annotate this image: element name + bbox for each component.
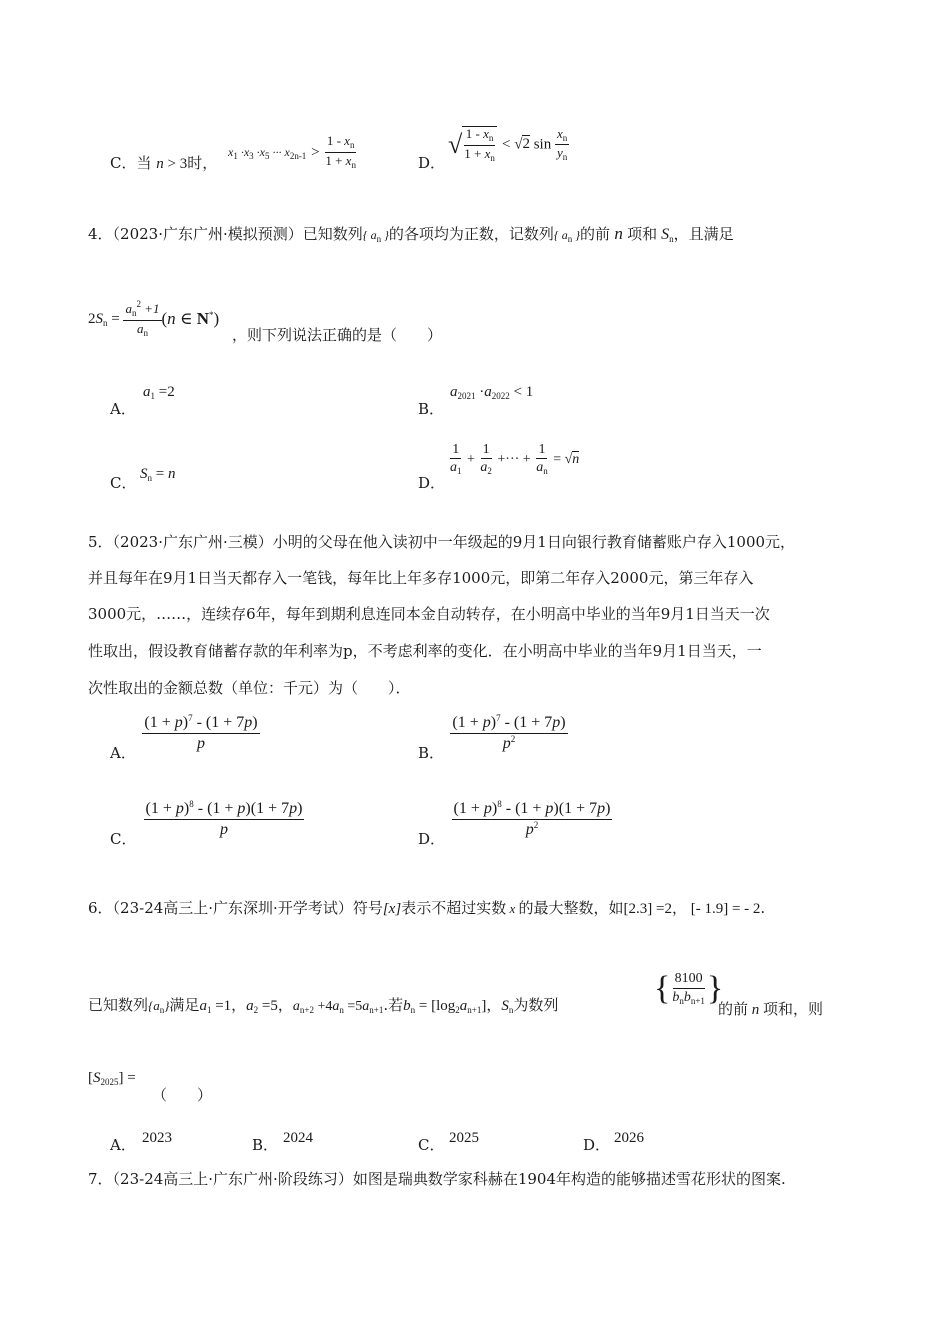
q5-source: （2023·广东广州·三模） [112, 533, 273, 551]
q3-option-c-text: 当 [136, 154, 152, 172]
q3-option-c-formula: $x_1 \cdot x_3 \cdot x_5$ ··· $x_{2n-1}$ > $\frac{1 - x_n}{1 + x_n}$ [228, 133, 356, 170]
q5-option-a: A． [110, 744, 136, 762]
q4-option-c: C． [110, 474, 137, 492]
q5-option-a-formula: $\frac{(1 + p)^7 - (1 + 7p)}{p}$ [144, 713, 258, 752]
q6-option-d: D． [583, 1136, 611, 1154]
q6-set-formula: { $\frac{8100}{b_nb_{n+1}}$ } [654, 970, 724, 1007]
q4-formula: $2S_n$ = $\frac{a_n^2 +1}{a_n}$ (n ∈ N*) [88, 299, 220, 338]
q6-option-d-value: 2026 [614, 1130, 644, 1146]
q5-option-d: D． [418, 830, 446, 848]
q4-source: （2023·广东广州·模拟预测） [112, 225, 303, 243]
q4-option-d: D． [418, 474, 446, 492]
q6-stem-line2: 已知数列$\{a_n\}$满足$a_1 =1$，$a_2 =5$，$a_{n+2} +4a_n =5a_{n+1}$.若$b_n = [\log_2a_{n+1}]$，$S_n$为数列 [88, 996, 559, 1015]
q4-option-d-formula: $\frac{1}{a_1}$ + $\frac{1}{a_2}$ +··· + $\frac{1}{a_n}$ = √n [450, 442, 580, 477]
q6-option-b: B． [252, 1136, 279, 1154]
q6-option-a-value: 2023 [142, 1130, 172, 1146]
q5-stem-line1: 5．（2023·广东广州·三模）小明的父母在他入读初中一年级起的9月1日向银行教育储蓄账户存入1000元， [88, 533, 796, 551]
q3-option-d-label: D． [418, 154, 446, 172]
q4-option-c-formula: $S_n = n$ [140, 466, 176, 483]
q3-option-c-text2: 时， [187, 154, 218, 172]
q6-source: （23-24高三上·广东深圳·开学考试） [112, 899, 353, 917]
q6-option-c: C． [418, 1136, 445, 1154]
q5-stem-line3: 3000元，……，连续存6年，每年到期利息连同本金自动转存，在小明高中毕业的当年9月1日当天一次 [88, 605, 770, 623]
q6-option-a: A． [110, 1136, 136, 1154]
q7-number: 7． [88, 1170, 113, 1188]
q5-stem-line2: 并且每年在9月1日当天都存入一笔钱，每年比上年多存1000元，即第二年存入2000元，第三年存入 [88, 569, 754, 587]
q4-stem-line1: 4．（2023·广东广州·模拟预测）已知数列{ $a_n$ }的各项均为正数，记数列{ $a_n$ }的前 n 项和 $S_n$，且满足 [88, 224, 734, 244]
q5-stem-line4: 性取出，假设教育储蓄存款的年利率为p，不考虑利率的变化．在小明高中毕业的当年9月1日当天，一 [88, 642, 762, 660]
q4-stem-tail: ，则下列说法正确的是（ ） [232, 326, 443, 344]
q5-stem-line5: 次性取出的金额总数（单位：千元）为（ ）． [88, 679, 411, 697]
q7-source: （23-24高三上·广东广州·阶段练习） [112, 1170, 353, 1188]
q4-option-b: B． [418, 400, 445, 418]
q3-option-c-label: C． [110, 154, 137, 172]
q5-option-c-formula: $\frac{(1 + p)^8 - (1 + p)(1 + 7p)}{p}$ [145, 799, 303, 838]
q3-option-d-formula: √ $\frac{1 - x_n}{1 + x_n}$ < √2 sin $\frac{x_n}{y_n}$ [448, 125, 568, 163]
q5-option-b: B． [418, 744, 445, 762]
q7-stem: 7．（23-24高三上·广东广州·阶段练习）如图是瑞典数学家科赫在1904年构造的能够描述雪花形状的图案. [88, 1170, 786, 1188]
q5-option-b-formula: $\frac{(1 + p)^7 - (1 + 7p)}{p^2}$ [452, 713, 566, 752]
q3-option-c-math-n: n [156, 156, 164, 172]
q4-option-b-formula: $a_{2021} \cdot a_{2022} < 1$ [450, 384, 534, 401]
q5-option-c: C． [110, 830, 137, 848]
q6-answer-blank: （ ） [152, 1086, 213, 1104]
q4-option-a: A． [110, 400, 136, 418]
q6-number: 6． [88, 899, 113, 917]
q6-stem-line1: 6．（23-24高三上·广东深圳·开学考试）符号[x]表示不超过实数 x 的最大整数，如[2.3] =2， [- 1.9] = - 2. [88, 899, 766, 917]
q6-option-b-value: 2024 [283, 1130, 313, 1146]
q5-option-d-formula: $\frac{(1 + p)^8 - (1 + p)(1 + 7p)}{p^2}$ [453, 799, 611, 838]
q6-stem-line2-tail: 的前 n 项和，则 [718, 1000, 824, 1018]
q4-option-a-formula: $a_1 =2$ [143, 384, 175, 401]
q3-option-c: C．当 n > 3时， [110, 154, 218, 172]
q6-target-formula: $[S_{2025}]$ = [88, 1070, 136, 1087]
q5-number: 5． [88, 533, 113, 551]
q4-number: 4． [88, 225, 113, 243]
q6-option-c-value: 2025 [449, 1130, 479, 1146]
